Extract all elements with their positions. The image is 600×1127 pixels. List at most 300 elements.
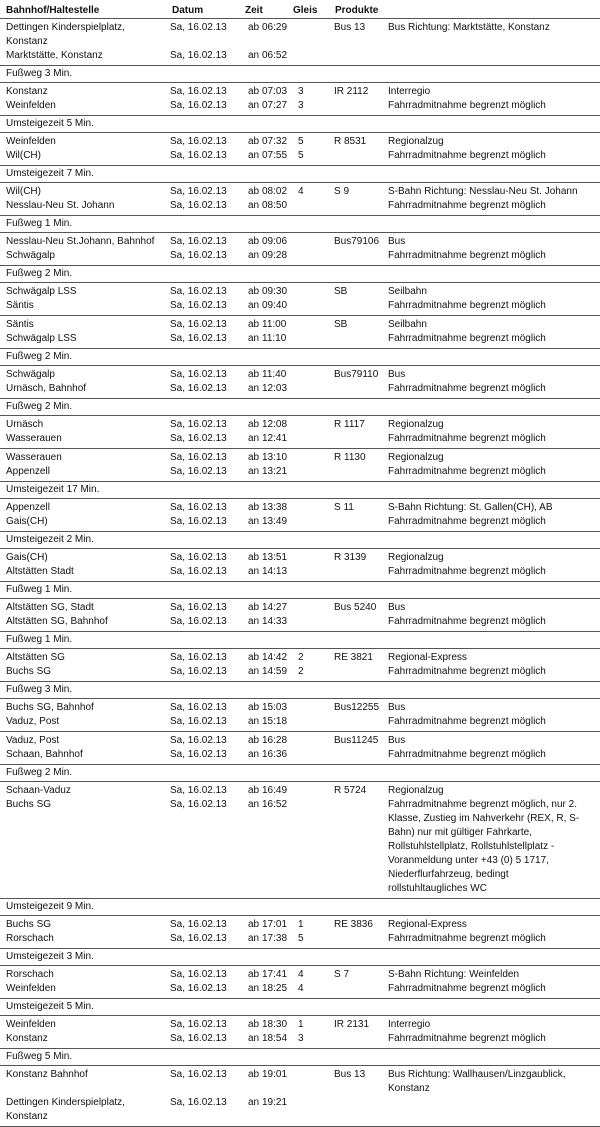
stop-info: Bus Richtung: Wallhausen/Linzgaublick, Konstanz	[388, 1069, 566, 1094]
stop-info: Bus	[388, 602, 406, 613]
stop-date: Sa, 16.02.13	[170, 502, 227, 513]
stop-date: Sa, 16.02.13	[170, 452, 227, 463]
transfer-note-text: Fußweg 1 Min.	[6, 634, 73, 645]
stop-product: RE 3821	[334, 652, 373, 663]
transfer-note	[0, 399, 600, 416]
stop-station: Rorschach	[6, 933, 54, 944]
stop-info: Regionalzug	[388, 452, 444, 463]
stop-direction: an	[248, 1097, 260, 1108]
journey-leg	[0, 499, 600, 532]
journey-leg	[0, 916, 600, 949]
stop-product: IR 2131	[334, 1019, 370, 1030]
stop-station: Altstätten SG, Stadt	[6, 602, 94, 613]
transfer-note	[0, 482, 600, 499]
stop-direction: ab	[248, 785, 260, 796]
table-header	[0, 0, 600, 19]
transfer-note	[0, 266, 600, 283]
stop-track: 1	[298, 1019, 304, 1030]
stop-track: 3	[298, 1033, 304, 1044]
stop-product: SB	[334, 319, 348, 330]
stop-date: Sa, 16.02.13	[170, 466, 227, 477]
stop-time: 14:13	[262, 566, 288, 577]
stop-info: Fahrradmitnahme begrenzt möglich, nur 2. Klasse, Zustieg im Nahverkehr (REX, R, S-Bahn) nur mit gültiger Fahrkarte, Rollstuhlstellplatz, Rollstuhlstellplatz - Voranmeldung unter +43 (0) 5 1717, Niederflurfahrzeug, bedingt rollstuhltaugliches WC	[388, 799, 580, 894]
stop-info: Seilbahn	[388, 319, 427, 330]
stop-time: 11:10	[262, 333, 287, 344]
stop-direction: ab	[248, 286, 260, 297]
stop-info: Fahrradmitnahme begrenzt möglich	[388, 433, 546, 444]
stop-station: Altstätten Stadt	[6, 566, 74, 577]
stop-product: Bus 13	[334, 22, 366, 33]
transfer-note	[0, 116, 600, 133]
stop-time: 19:01	[262, 1069, 288, 1080]
stop-date: Sa, 16.02.13	[170, 652, 227, 663]
stop-date: Sa, 16.02.13	[170, 716, 227, 727]
stop-station: Schwägalp	[6, 250, 55, 261]
stop-date: Sa, 16.02.13	[170, 616, 227, 627]
stop-direction: an	[248, 666, 260, 677]
transfer-note-text: Umsteigezeit 3 Min.	[6, 951, 94, 962]
stop-time: 16:49	[262, 785, 288, 796]
stop-time: 15:03	[262, 702, 288, 713]
stop-station: Nesslau-Neu St.Johann, Bahnhof	[6, 236, 155, 247]
stop-product: R 5724	[334, 785, 367, 796]
stop-track: 4	[298, 983, 304, 994]
stop-time: 07:27	[262, 100, 288, 111]
stop-info: Fahrradmitnahme begrenzt möglich	[388, 200, 546, 211]
stop-direction: ab	[248, 735, 260, 746]
header-time: Zeit	[245, 5, 263, 16]
stop-station: Schwägalp LSS	[6, 333, 77, 344]
table-body	[0, 19, 600, 1127]
stop-info: Regional-Express	[388, 919, 467, 930]
stop-direction: ab	[248, 86, 260, 97]
header-station: Bahnhof/Haltestelle	[6, 5, 100, 16]
stop-date: Sa, 16.02.13	[170, 136, 227, 147]
stop-station: Konstanz	[6, 1033, 48, 1044]
stop-station: Buchs SG, Bahnhof	[6, 702, 94, 713]
stop-direction: an	[248, 300, 260, 311]
transfer-note-text: Umsteigezeit 9 Min.	[6, 901, 94, 912]
stop-direction: an	[248, 333, 260, 344]
stop-station: Wil(CH)	[6, 186, 41, 197]
stop-station: Konstanz Bahnhof	[6, 1069, 88, 1080]
stop-time: 13:21	[262, 466, 288, 477]
stop-time: 13:38	[262, 502, 288, 513]
transfer-note	[0, 899, 600, 916]
stop-direction: an	[248, 200, 260, 211]
journey-leg	[0, 1016, 600, 1049]
stop-date: Sa, 16.02.13	[170, 983, 227, 994]
journey-leg	[0, 283, 600, 316]
stop-time: 15:18	[262, 716, 288, 727]
transfer-note-text: Fußweg 5 Min.	[6, 1051, 73, 1062]
stop-station: Rorschach	[6, 969, 54, 980]
stop-direction: ab	[248, 919, 260, 930]
stop-station: Schaan, Bahnhof	[6, 749, 83, 760]
stop-date: Sa, 16.02.13	[170, 735, 227, 746]
stop-date: Sa, 16.02.13	[170, 602, 227, 613]
stop-time: 19:21	[262, 1097, 288, 1108]
stop-info: S-Bahn Richtung: Nesslau-Neu St. Johann	[388, 186, 578, 197]
stop-station: Weinfelden	[6, 983, 56, 994]
stop-station: Vaduz, Post	[6, 716, 60, 727]
stop-direction: an	[248, 100, 260, 111]
stop-info: Fahrradmitnahme begrenzt möglich	[388, 300, 546, 311]
transfer-note-text: Umsteigezeit 17 Min.	[6, 484, 100, 495]
stop-info: Bus	[388, 735, 406, 746]
stop-direction: ab	[248, 22, 260, 33]
stop-direction: ab	[248, 602, 260, 613]
stop-track: 4	[298, 969, 304, 980]
transfer-note	[0, 532, 600, 549]
stop-time: 07:32	[262, 136, 288, 147]
stop-date: Sa, 16.02.13	[170, 50, 227, 61]
transfer-note-text: Fußweg 1 Min.	[6, 218, 73, 229]
transfer-note	[0, 765, 600, 782]
stop-date: Sa, 16.02.13	[170, 552, 227, 563]
stop-track: 2	[298, 652, 304, 663]
stop-track: 2	[298, 666, 304, 677]
transfer-note-text: Fußweg 3 Min.	[6, 684, 73, 695]
stop-info: Fahrradmitnahme begrenzt möglich	[388, 250, 546, 261]
stop-info: Regionalzug	[388, 136, 444, 147]
stop-date: Sa, 16.02.13	[170, 236, 227, 247]
stop-direction: ab	[248, 319, 260, 330]
stop-time: 18:54	[262, 1033, 288, 1044]
stop-info: Fahrradmitnahme begrenzt möglich	[388, 516, 546, 527]
journey-leg	[0, 1066, 600, 1127]
stop-time: 09:40	[262, 300, 288, 311]
journey-leg	[0, 549, 600, 582]
journey-leg	[0, 183, 600, 216]
transfer-note	[0, 349, 600, 366]
stop-info: Bus	[388, 702, 406, 713]
stop-product: S 7	[334, 969, 350, 980]
stop-direction: ab	[248, 419, 260, 430]
stop-direction: an	[248, 516, 260, 527]
stop-station: Marktstätte, Konstanz	[6, 50, 103, 61]
stop-product: SB	[334, 286, 348, 297]
stop-product: IR 2112	[334, 86, 369, 97]
stop-direction: ab	[248, 702, 260, 713]
stop-direction: an	[248, 150, 260, 161]
stop-station: Dettingen Kinderspielplatz, Konstanz	[6, 1097, 125, 1122]
stop-date: Sa, 16.02.13	[170, 566, 227, 577]
stop-station: Schaan-Vaduz	[6, 785, 71, 796]
stop-time: 14:42	[262, 652, 288, 663]
stop-date: Sa, 16.02.13	[170, 433, 227, 444]
stop-info: Fahrradmitnahme begrenzt möglich	[388, 616, 546, 627]
stop-direction: an	[248, 433, 260, 444]
stop-date: Sa, 16.02.13	[170, 419, 227, 430]
stop-direction: ab	[248, 1069, 260, 1080]
transfer-note-text: Umsteigezeit 5 Min.	[6, 1001, 94, 1012]
journey-leg	[0, 732, 600, 765]
stop-station: Appenzell	[6, 466, 50, 477]
stop-info: Fahrradmitnahme begrenzt möglich	[388, 666, 546, 677]
stop-info: Fahrradmitnahme begrenzt möglich	[388, 983, 546, 994]
stop-station: Wasserauen	[6, 452, 62, 463]
stop-time: 16:52	[262, 799, 288, 810]
journey-leg	[0, 316, 600, 349]
stop-direction: an	[248, 250, 260, 261]
stop-station: Säntis	[6, 319, 34, 330]
stop-station: Schwägalp LSS	[6, 286, 77, 297]
stop-time: 14:27	[262, 602, 288, 613]
stop-direction: ab	[248, 502, 260, 513]
stop-date: Sa, 16.02.13	[170, 186, 227, 197]
stop-direction: ab	[248, 552, 260, 563]
stop-time: 12:08	[262, 419, 288, 430]
transfer-note	[0, 999, 600, 1016]
stop-station: Buchs SG	[6, 799, 52, 810]
transfer-note	[0, 1049, 600, 1066]
stop-time: 13:49	[262, 516, 288, 527]
stop-time: 18:25	[262, 983, 288, 994]
stop-info: Fahrradmitnahme begrenzt möglich	[388, 566, 546, 577]
stop-info: Regionalzug	[388, 785, 444, 796]
stop-direction: ab	[248, 452, 260, 463]
stop-direction: an	[248, 616, 260, 627]
stop-product: Bus 5240	[334, 602, 377, 613]
stop-date: Sa, 16.02.13	[170, 300, 227, 311]
stop-station: Gais(CH)	[6, 516, 48, 527]
transfer-note-text: Fußweg 2 Min.	[6, 268, 73, 279]
stop-info: Interregio	[388, 86, 431, 97]
stop-time: 17:41	[262, 969, 288, 980]
stop-direction: an	[248, 1033, 260, 1044]
stop-info: Fahrradmitnahme begrenzt möglich	[388, 1033, 546, 1044]
stop-product: R 1130	[334, 452, 366, 463]
stop-info: Regional-Express	[388, 652, 467, 663]
stop-date: Sa, 16.02.13	[170, 933, 227, 944]
stop-date: Sa, 16.02.13	[170, 919, 227, 930]
stop-time: 17:38	[262, 933, 288, 944]
stop-direction: ab	[248, 186, 260, 197]
stop-direction: an	[248, 383, 260, 394]
header-track: Gleis	[293, 5, 318, 16]
header-products: Produkte	[335, 5, 379, 16]
stop-station: Nesslau-Neu St. Johann	[6, 200, 115, 211]
journey-leg	[0, 449, 600, 482]
stop-info: Bus	[388, 236, 406, 247]
transfer-note	[0, 682, 600, 699]
stop-date: Sa, 16.02.13	[170, 1019, 227, 1030]
stop-date: Sa, 16.02.13	[170, 200, 227, 211]
stop-direction: ab	[248, 652, 260, 663]
stop-track: 5	[298, 150, 304, 161]
stop-station: Buchs SG	[6, 919, 52, 930]
stop-station: Urnäsch	[6, 419, 44, 430]
stop-date: Sa, 16.02.13	[170, 1069, 227, 1080]
stop-track: 5	[298, 933, 304, 944]
stop-product: R 8531	[334, 136, 367, 147]
stop-product: R 3139	[334, 552, 367, 563]
stop-direction: an	[248, 466, 260, 477]
transfer-note	[0, 632, 600, 649]
stop-date: Sa, 16.02.13	[170, 150, 227, 161]
stop-product: Bus12255	[334, 702, 380, 713]
stop-station: Altstätten SG, Bahnhof	[6, 616, 108, 627]
journey-leg	[0, 416, 600, 449]
stop-time: 06:52	[262, 50, 288, 61]
transfer-note-text: Fußweg 2 Min.	[6, 401, 73, 412]
stop-time: 14:59	[262, 666, 288, 677]
transfer-note	[0, 216, 600, 233]
journey-leg	[0, 966, 600, 999]
transfer-note-text: Fußweg 2 Min.	[6, 351, 73, 362]
stop-station: Weinfelden	[6, 1019, 56, 1030]
stop-direction: ab	[248, 236, 260, 247]
stop-direction: ab	[248, 136, 260, 147]
transfer-note	[0, 949, 600, 966]
stop-time: 13:51	[262, 552, 288, 563]
stop-time: 11:40	[262, 369, 287, 380]
stop-time: 06:29	[262, 22, 288, 33]
stop-date: Sa, 16.02.13	[170, 319, 227, 330]
journey-leg	[0, 782, 600, 899]
stop-info: Bus	[388, 369, 406, 380]
journey-leg	[0, 133, 600, 166]
stop-date: Sa, 16.02.13	[170, 333, 227, 344]
stop-date: Sa, 16.02.13	[170, 1033, 227, 1044]
stop-direction: an	[248, 50, 260, 61]
stop-date: Sa, 16.02.13	[170, 516, 227, 527]
stop-product: Bus79106	[334, 236, 380, 247]
stop-date: Sa, 16.02.13	[170, 383, 227, 394]
transfer-note-text: Umsteigezeit 7 Min.	[6, 168, 94, 179]
stop-time: 08:02	[262, 186, 288, 197]
stop-date: Sa, 16.02.13	[170, 702, 227, 713]
journey-leg	[0, 649, 600, 682]
stop-track: 1	[298, 919, 304, 930]
stop-direction: an	[248, 716, 260, 727]
stop-station: Altstätten SG	[6, 652, 65, 663]
stop-info: Fahrradmitnahme begrenzt möglich	[388, 466, 546, 477]
stop-time: 16:36	[262, 749, 288, 760]
stop-date: Sa, 16.02.13	[170, 666, 227, 677]
stop-station: Vaduz, Post	[6, 735, 60, 746]
stop-info: Fahrradmitnahme begrenzt möglich	[388, 383, 546, 394]
stop-direction: an	[248, 749, 260, 760]
stop-track: 4	[298, 186, 304, 197]
stop-direction: ab	[248, 1019, 260, 1030]
stop-time: 09:28	[262, 250, 288, 261]
stop-product: S 11	[334, 502, 354, 513]
stop-time: 17:01	[262, 919, 288, 930]
stop-time: 09:30	[262, 286, 288, 297]
stop-date: Sa, 16.02.13	[170, 1097, 227, 1108]
stop-date: Sa, 16.02.13	[170, 86, 227, 97]
stop-product: RE 3836	[334, 919, 373, 930]
journey-leg	[0, 699, 600, 732]
stop-station: Weinfelden	[6, 100, 56, 111]
stop-track: 3	[298, 100, 304, 111]
stop-track: 5	[298, 136, 304, 147]
stop-info: Interregio	[388, 1019, 431, 1030]
transfer-note-text: Umsteigezeit 2 Min.	[6, 534, 94, 545]
stop-product: Bus 13	[334, 1069, 366, 1080]
stop-station: Dettingen Kinderspielplatz, Konstanz	[6, 22, 125, 47]
stop-date: Sa, 16.02.13	[170, 100, 227, 111]
journey-leg	[0, 83, 600, 116]
journey-leg	[0, 233, 600, 266]
stop-station: Wil(CH)	[6, 150, 41, 161]
stop-info: S-Bahn Richtung: St. Gallen(CH), AB	[388, 502, 553, 513]
transfer-note-text: Fußweg 2 Min.	[6, 767, 73, 778]
transfer-note	[0, 66, 600, 83]
transfer-note-text: Umsteigezeit 5 Min.	[6, 118, 94, 129]
stop-time: 12:03	[262, 383, 288, 394]
stop-station: Konstanz	[6, 86, 48, 97]
stop-direction: an	[248, 933, 260, 944]
stop-info: Bus Richtung: Marktstätte, Konstanz	[388, 22, 550, 33]
stop-station: Gais(CH)	[6, 552, 48, 563]
stop-date: Sa, 16.02.13	[170, 369, 227, 380]
transfer-note	[0, 582, 600, 599]
stop-date: Sa, 16.02.13	[170, 22, 227, 33]
stop-date: Sa, 16.02.13	[170, 969, 227, 980]
stop-info: S-Bahn Richtung: Weinfelden	[388, 969, 520, 980]
stop-info: Regionalzug	[388, 552, 444, 563]
stop-time: 13:10	[262, 452, 288, 463]
stop-time: 08:50	[262, 200, 288, 211]
stop-product: S 9	[334, 186, 350, 197]
transfer-note-text: Fußweg 1 Min.	[6, 584, 73, 595]
stop-date: Sa, 16.02.13	[170, 250, 227, 261]
journey-leg	[0, 599, 600, 632]
stop-station: Appenzell	[6, 502, 50, 513]
stop-station: Weinfelden	[6, 136, 56, 147]
stop-time: 12:41	[262, 433, 288, 444]
journey-leg	[0, 366, 600, 399]
stop-direction: ab	[248, 369, 260, 380]
transfer-note	[0, 166, 600, 183]
stop-station: Schwägalp	[6, 369, 55, 380]
stop-time: 09:06	[262, 236, 288, 247]
stop-date: Sa, 16.02.13	[170, 749, 227, 760]
stop-station: Säntis	[6, 300, 34, 311]
stop-direction: an	[248, 566, 260, 577]
stop-time: 14:33	[262, 616, 288, 627]
stop-direction: ab	[248, 969, 260, 980]
stop-info: Fahrradmitnahme begrenzt möglich	[388, 333, 546, 344]
stop-time: 16:28	[262, 735, 288, 746]
stop-time: 07:55	[262, 150, 288, 161]
stop-date: Sa, 16.02.13	[170, 286, 227, 297]
stop-direction: an	[248, 799, 260, 810]
transfer-note-text: Fußweg 3 Min.	[6, 68, 73, 79]
stop-track: 3	[298, 86, 304, 97]
stop-date: Sa, 16.02.13	[170, 785, 227, 796]
stop-info: Seilbahn	[388, 286, 427, 297]
stop-info: Fahrradmitnahme begrenzt möglich	[388, 933, 546, 944]
journey-leg	[0, 19, 600, 66]
stop-time: 07:03	[262, 86, 288, 97]
header-date: Datum	[172, 5, 204, 16]
stop-info: Fahrradmitnahme begrenzt möglich	[388, 100, 546, 111]
stop-station: Urnäsch, Bahnhof	[6, 383, 87, 394]
stop-time: 11:00	[262, 319, 287, 330]
stop-station: Buchs SG	[6, 666, 52, 677]
stop-product: Bus79110	[334, 369, 379, 380]
stop-product: Bus11245	[334, 735, 379, 746]
stop-station: Wasserauen	[6, 433, 62, 444]
stop-direction: an	[248, 983, 260, 994]
stop-time: 18:30	[262, 1019, 288, 1030]
stop-info: Fahrradmitnahme begrenzt möglich	[388, 749, 546, 760]
stop-product: R 1117	[334, 419, 365, 430]
